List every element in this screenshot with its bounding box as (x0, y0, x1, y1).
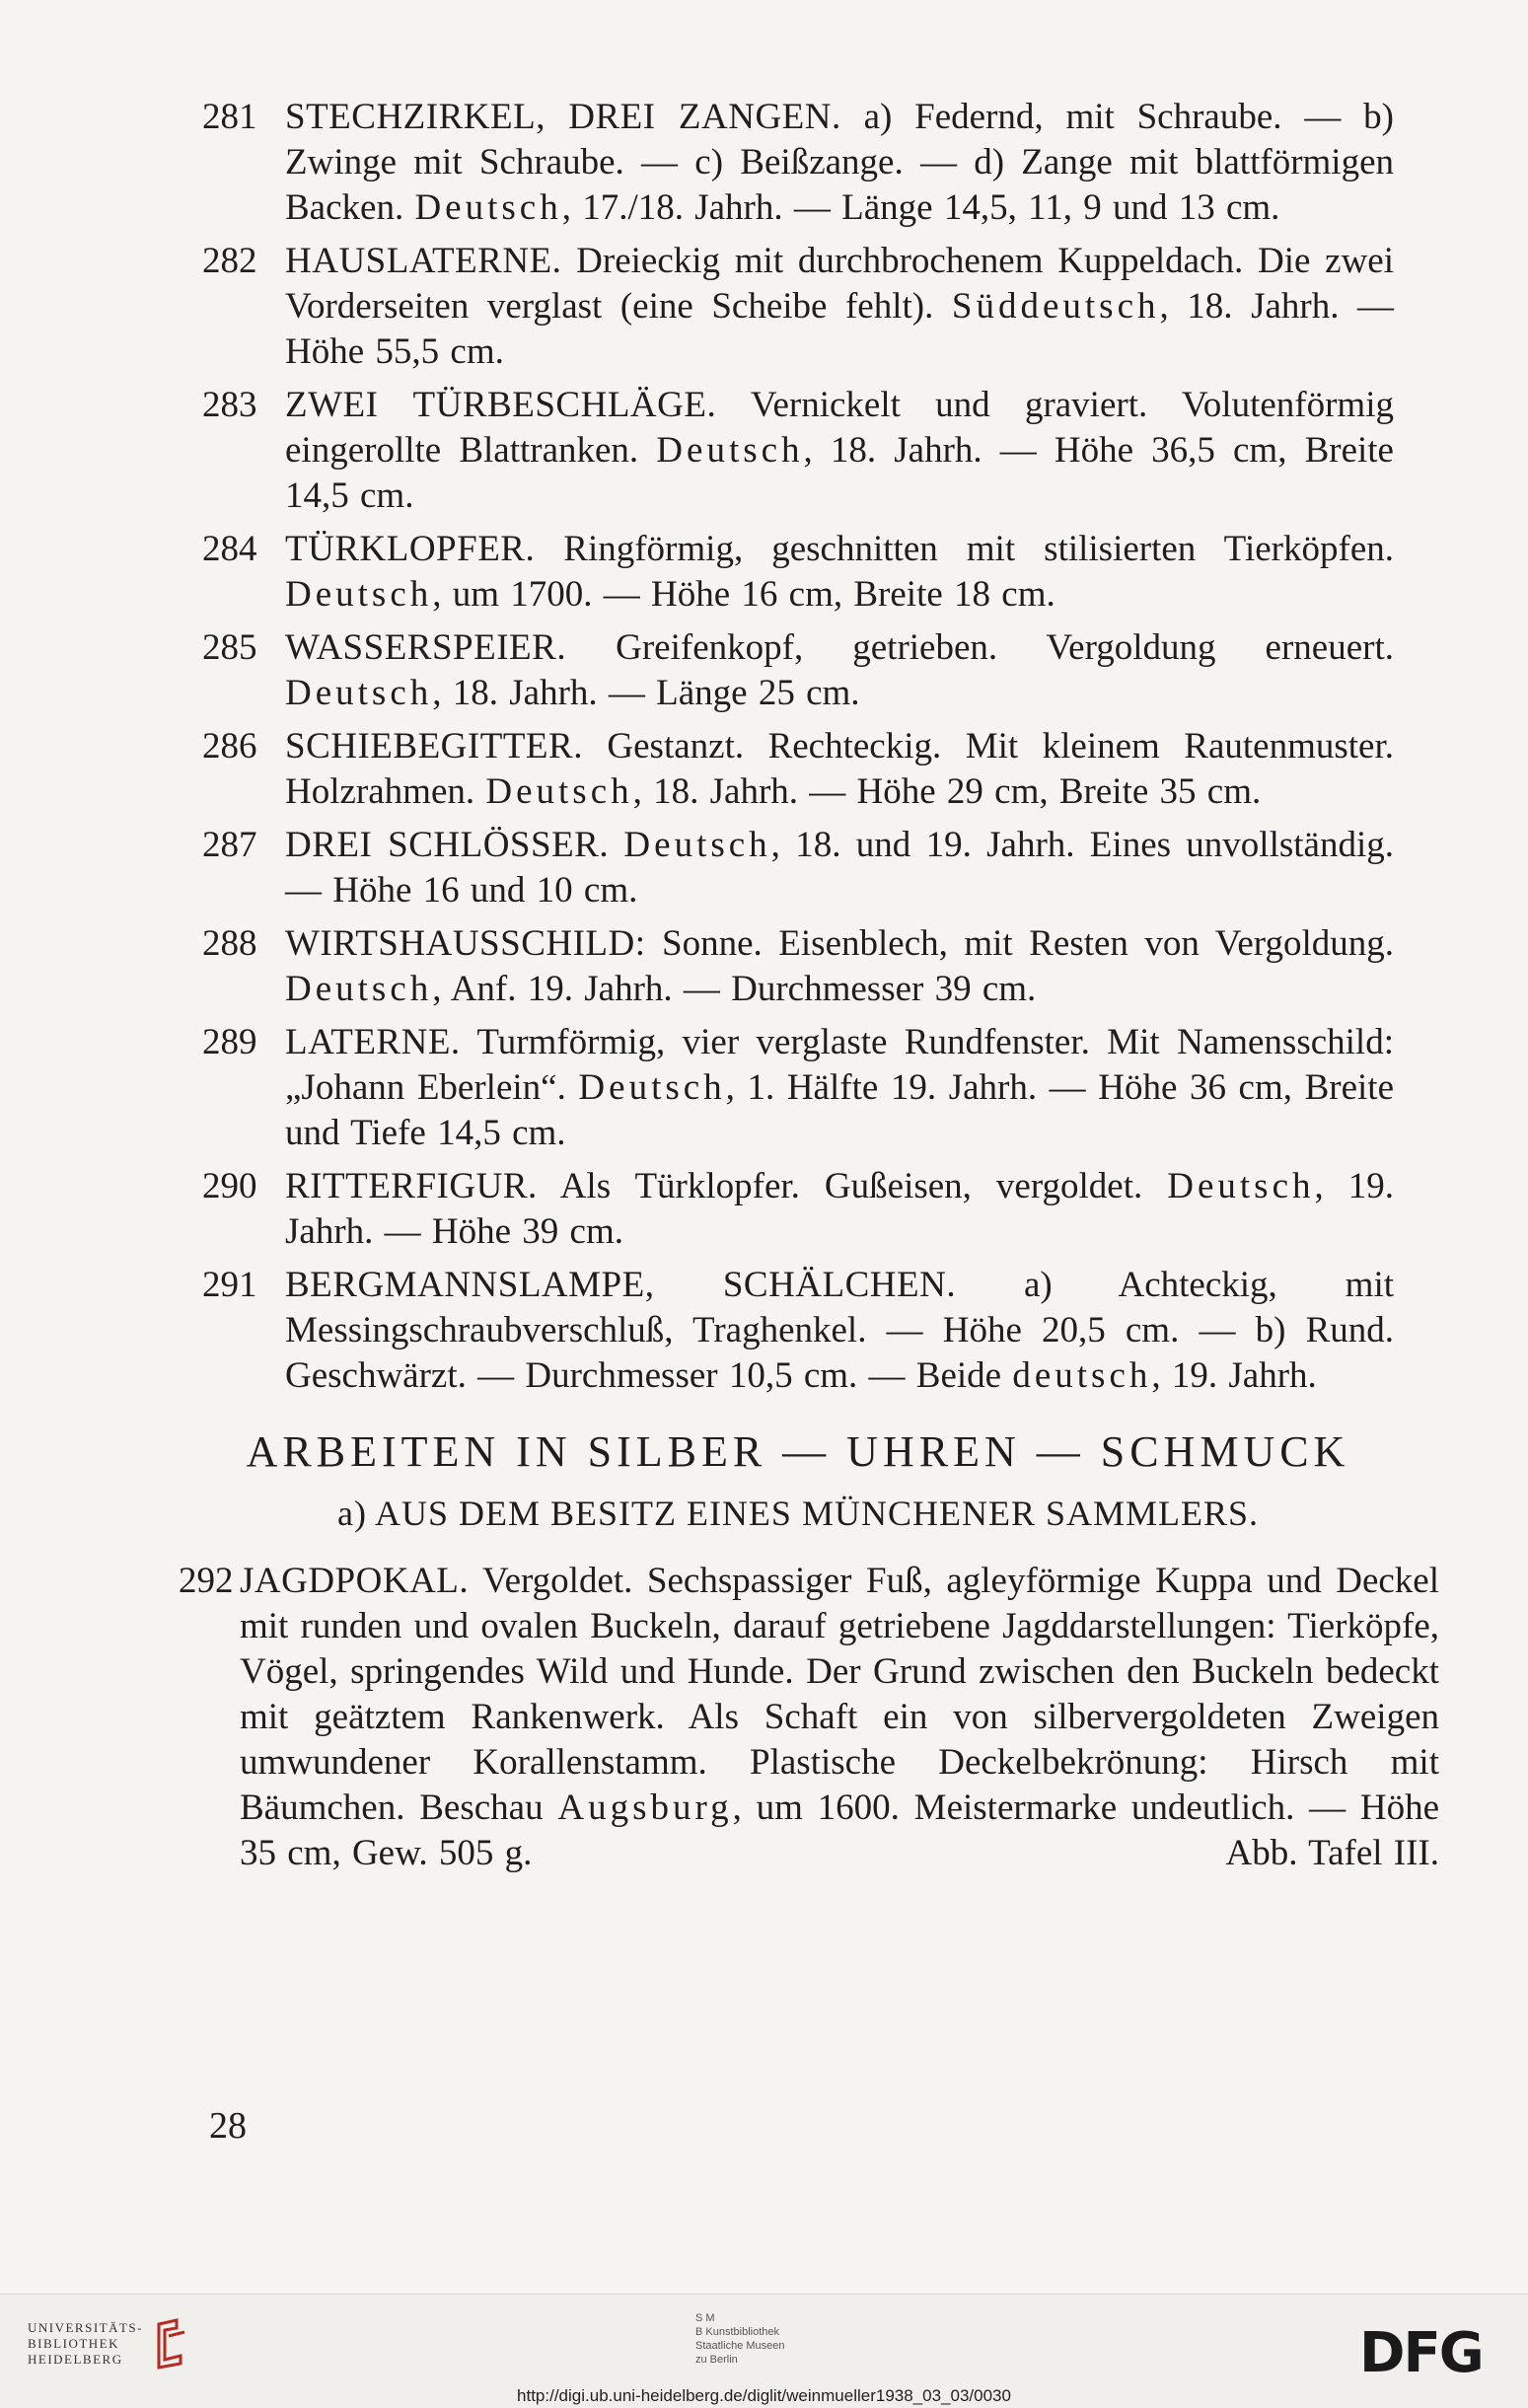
entry-text-end: , 18. Jahrh. — Höhe 36,5 cm, Breite 14,5 cm. (285, 430, 1394, 516)
entry-title: WASSERSPEIER. (285, 627, 567, 668)
logo-line: BIBLIOTHEK (28, 2336, 119, 2351)
entry-text: a) Achteckig, mit Messingschraubverschluß, Traghenkel. — Höhe 20,5 cm. — b) Rund. Geschwärzt. — Durchmesser 10,5 cm. — Beide (285, 1265, 1394, 1396)
entry-text-end: , 19. Jahrh. — Höhe 39 cm. (285, 1166, 1395, 1252)
logo-line: UNIVERSITÄTS- (28, 2320, 143, 2335)
catalog-entry-291 (202, 1263, 1394, 1399)
entry-number: 290 (202, 1166, 257, 1206)
catalog-entry-282 (202, 239, 1394, 375)
catalog-entry-287 (202, 823, 1394, 913)
entry-title: JAGDPOKAL. (240, 1561, 470, 1601)
stamp-line: zu Berlin (695, 2354, 738, 2366)
entry-number: 291 (202, 1265, 257, 1305)
entry-number: 282 (202, 241, 257, 281)
entry-text: Dreieckig mit durchbrochenem Kuppeldach. Die zwei Vorderseiten verglast (eine Scheibe fehlt). (285, 241, 1394, 327)
dfg-logo[interactable]: DFG (1359, 2321, 1483, 2385)
catalog-entry-281 (202, 95, 1394, 231)
catalog-entry-288 (202, 921, 1394, 1012)
entry-text-end: , 1. Hälfte 19. Jahrh. — Höhe 36 cm, Breite und Tiefe 14,5 cm. (285, 1067, 1395, 1153)
entry-text-end: , 19. Jahrh. (1151, 1355, 1317, 1396)
section-heading: ARBEITEN IN SILBER — UHREN — SCHMUCK (246, 1427, 1350, 1476)
catalog-entry-290 (202, 1164, 1394, 1255)
entry-number: 281 (202, 97, 257, 137)
library-emblem-icon (151, 2316, 194, 2372)
entry-origin: Deutsch (285, 574, 433, 615)
entry-text: Vernickelt und graviert. Volutenförmig eingerollte Blattranken. (285, 385, 1394, 471)
entry-number: 292 (179, 1561, 234, 1601)
entry-origin: Süddeutsch (951, 286, 1160, 327)
entry-text: Greifenkopf, getrieben. Vergoldung erneuert. (566, 627, 1394, 668)
entry-number: 289 (202, 1022, 257, 1062)
stamp-line: Staatliche Museen (695, 2340, 785, 2352)
section-subheading: a) AUS DEM BESITZ EINES MÜNCHENER SAMMLERS. (336, 1494, 1260, 1533)
entry-title: SCHIEBEGITTER. (285, 726, 583, 766)
plate-reference: Abb. Tafel III. (1225, 1833, 1439, 1873)
catalog-entry-286 (202, 724, 1394, 815)
entry-origin: Deutsch (285, 969, 433, 1009)
entry-origin: Deutsch (485, 771, 633, 812)
entry-origin: Deutsch (656, 430, 804, 471)
entry-text-end: , 18. und 19. Jahrh. Eines unvollständig. — Höhe 16 und 10 cm. (285, 825, 1394, 911)
catalog-entry-283 (202, 383, 1394, 519)
page-number: 28 (209, 2105, 247, 2147)
catalog-entry-289 (202, 1020, 1394, 1156)
catalog-entry-284 (202, 527, 1394, 618)
entry-origin: Deutsch (1167, 1166, 1315, 1206)
entry-text-end: , 18. Jahrh. — Höhe 55,5 cm. (285, 286, 1394, 372)
entry-number: 286 (202, 726, 257, 766)
entry-title: DREI SCHLÖSSER. (285, 825, 610, 865)
entry-origin: Deutsch (285, 673, 433, 713)
entry-text: Sonne. Eisenblech, mit Resten von Vergoldung. (645, 923, 1394, 964)
entry-number: 287 (202, 825, 257, 865)
entry-text: a) Federnd, mit Schraube. — b) Zwinge mit Schraube. — c) Beißzange. — d) Zange mit blattförmigen Backen. (285, 97, 1394, 228)
entry-origin: Deutsch (623, 825, 771, 865)
entry-title: ZWEI TÜRBESCHLÄGE. (285, 385, 717, 425)
entry-origin: Deutsch (414, 187, 562, 228)
entry-number: 284 (202, 529, 257, 569)
entry-text-end: , 18. Jahrh. — Länge 25 cm. (432, 673, 860, 713)
source-url-link[interactable]: http://digi.ub.uni-heidelberg.de/diglit/weinmueller1938_03_03/0030 (517, 2386, 1011, 2405)
logo-line: HEIDELBERG (28, 2352, 123, 2367)
stamp-line: S M (695, 2312, 715, 2324)
entry-title: STECHZIRKEL, DREI ZANGEN. (285, 97, 841, 137)
entry-text: Vergoldet. Sechspassiger Fuß, agleyförmige Kuppa und Deckel mit runden und ovalen Buckeln, darauf getriebene Jagddarstellungen: Tierköpfe, Vögel, springendes Wild und Hunde. Der Grund zwischen den Buckeln bedeckt mit geätztem Rankenwerk. Als Schaft ein von silbervergoldeten Zweigen umwundener Korallenstamm. Plastische Deckelbekrönung: Hirsch mit Bäumchen. Beschau (240, 1561, 1439, 1828)
catalog-entries (179, 95, 1439, 1884)
entry-text: Turmförmig, vier verglaste Rundfenster. Mit Namensschild: „Johann Eberlein“. (285, 1022, 1394, 1108)
entry-number: 288 (202, 923, 257, 964)
entry-origin: Deutsch (578, 1067, 726, 1108)
entry-title: BERGMANNSLAMPE, SCHÄLCHEN. (285, 1265, 957, 1305)
entry-text (609, 825, 623, 865)
entry-origin: Augsburg (557, 1788, 733, 1828)
entry-text-end: , um 1700. — Höhe 16 cm, Breite 18 cm. (432, 574, 1055, 615)
entry-title: TÜRKLOPFER. (285, 529, 536, 569)
entry-number: 285 (202, 627, 257, 668)
entry-text: Ringförmig, geschnitten mit stilisierten Tierköpfen. (535, 529, 1394, 569)
entry-title: LATERNE. (285, 1022, 461, 1062)
entry-text-end: , 17./18. Jahrh. — Länge 14,5, 11, 9 und 13 cm. (561, 187, 1280, 228)
entry-title: WIRTSHAUSSCHILD: (285, 923, 646, 964)
digitization-footer (0, 2294, 1528, 2408)
entry-text: Gestanzt. Rechteckig. Mit kleinem Rautenmuster. Holzrahmen. (285, 726, 1394, 812)
entry-text-end: , Anf. 19. Jahrh. — Durchmesser 39 cm. (432, 969, 1037, 1009)
entry-title: RITTERFIGUR. (285, 1166, 538, 1206)
entry-title: HAUSLATERNE. (285, 241, 562, 281)
museum-stamp (695, 2311, 843, 2367)
stamp-line: B Kunstbibliothek (695, 2326, 779, 2338)
catalog-entry-285 (202, 625, 1394, 716)
entry-text-end: , 18. Jahrh. — Höhe 29 cm, Breite 35 cm. (632, 771, 1262, 812)
entry-number: 283 (202, 385, 257, 425)
university-library-logo[interactable] (28, 2316, 194, 2372)
entry-origin: deutsch (1012, 1355, 1152, 1396)
entry-text: Als Türklopfer. Gußeisen, vergoldet. (537, 1166, 1168, 1206)
entry-text-end: , um 1600. Meistermarke undeutlich. — Höhe 35 cm, Gew. 505 g. (240, 1788, 1439, 1873)
catalog-entry-292 (179, 1559, 1439, 1876)
university-library-name (28, 2320, 143, 2368)
